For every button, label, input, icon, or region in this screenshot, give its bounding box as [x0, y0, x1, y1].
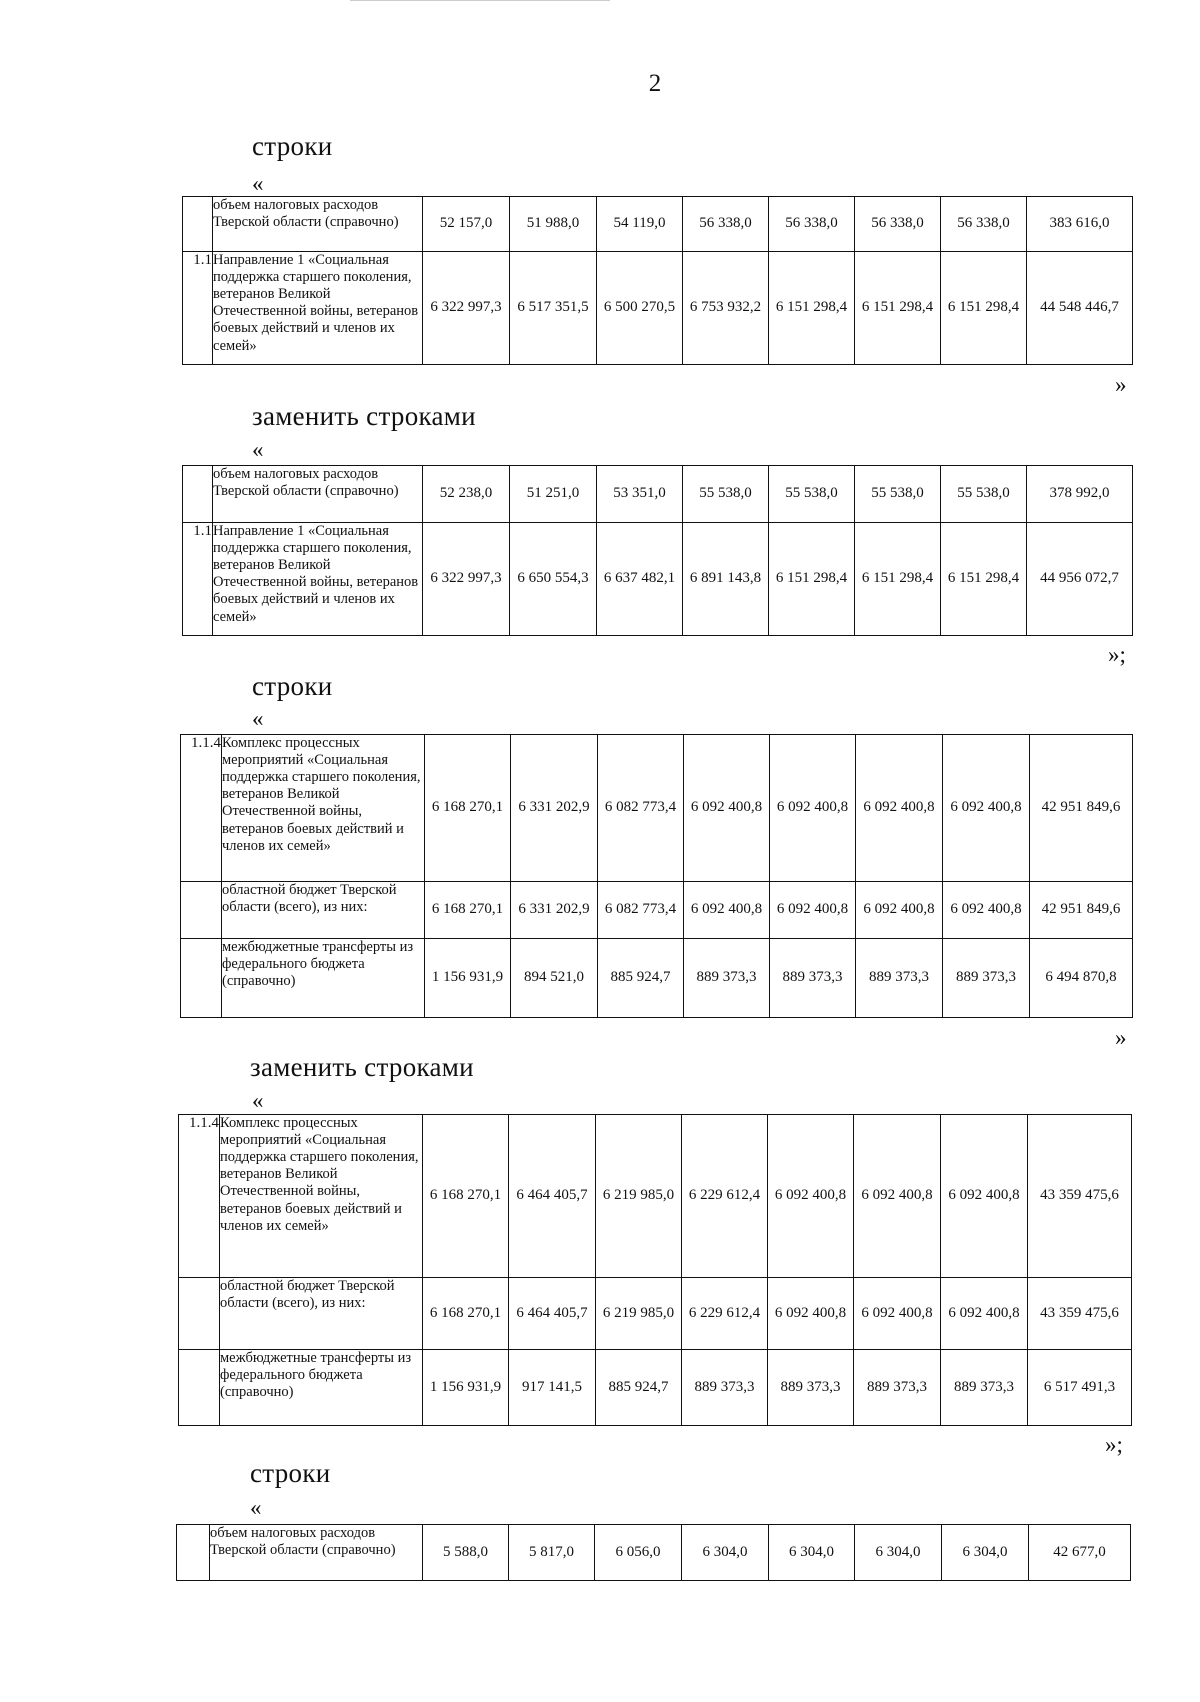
table-row	[181, 882, 1133, 939]
value-cell: 5 588,0	[423, 1525, 509, 1581]
row-description-cell: Комплекс процессных мероприятий «Социальная поддержка старшего поколения, ветеранов Великой Отечественной войны, ветеранов боевых действий и членов их семей»	[220, 1115, 423, 1278]
value-cell: 56 338,0	[683, 197, 769, 252]
value-cell: 889 373,3	[770, 939, 856, 1018]
value-cell: 6 092 400,8	[684, 882, 770, 939]
table-row	[183, 466, 1133, 523]
table-original-3	[176, 1524, 1131, 1581]
open-quote-3: «	[252, 706, 264, 731]
value-cell: 6 494 870,8	[1030, 939, 1133, 1018]
value-cell: 54 119,0	[597, 197, 683, 252]
row-description-cell: межбюджетные трансферты из федерального бюджета (справочно)	[220, 1350, 423, 1426]
value-cell: 56 338,0	[769, 197, 855, 252]
table-original-1	[182, 196, 1133, 365]
value-cell: 6 082 773,4	[598, 882, 684, 939]
close-quote-semicolon-1: »;	[1108, 642, 1126, 667]
close-quote-1: »	[1115, 372, 1127, 397]
value-cell: 6 322 997,3	[423, 523, 510, 636]
value-cell: 6 517 351,5	[510, 252, 597, 365]
value-cell: 53 351,0	[597, 466, 683, 523]
page-number: 2	[648, 70, 662, 97]
table-row	[181, 939, 1133, 1018]
value-cell: 55 538,0	[683, 466, 769, 523]
value-cell: 889 373,3	[856, 939, 943, 1018]
row-description-cell: Комплекс процессных мероприятий «Социальная поддержка старшего поколения, ветеранов Великой Отечественной войны, ветеранов боевых действий и членов их семей»	[222, 735, 425, 882]
value-cell: 6 092 400,8	[941, 1115, 1028, 1278]
value-cell: 894 521,0	[511, 939, 598, 1018]
row-number-cell	[181, 939, 222, 1018]
value-cell: 6 092 400,8	[856, 882, 943, 939]
value-cell: 6 168 270,1	[423, 1115, 509, 1278]
heading-zamenit-1: заменить строками	[252, 401, 476, 431]
row-number-cell: 1.1	[183, 252, 213, 365]
value-cell: 55 538,0	[769, 466, 855, 523]
value-cell: 6 304,0	[942, 1525, 1029, 1581]
value-cell: 6 151 298,4	[941, 523, 1027, 636]
open-quote-2: «	[252, 437, 264, 462]
value-cell: 6 082 773,4	[598, 735, 684, 882]
value-cell: 6 304,0	[769, 1525, 855, 1581]
table-row	[183, 252, 1133, 365]
row-description-cell: межбюджетные трансферты из федерального бюджета (справочно)	[222, 939, 425, 1018]
row-number-cell	[179, 1350, 220, 1426]
value-cell: 6 331 202,9	[511, 735, 598, 882]
value-cell: 6 219 985,0	[596, 1278, 682, 1350]
value-cell: 6 464 405,7	[509, 1278, 596, 1350]
value-cell: 6 151 298,4	[769, 523, 855, 636]
value-cell: 6 219 985,0	[596, 1115, 682, 1278]
value-cell: 52 238,0	[423, 466, 510, 523]
row-description-cell: объем налоговых расходов Тверской области (справочно)	[210, 1525, 423, 1581]
row-number-cell: 1.1.4	[181, 735, 222, 882]
heading-stroki-1: строки	[252, 131, 333, 161]
value-cell: 6 151 298,4	[855, 252, 941, 365]
value-cell: 6 304,0	[855, 1525, 942, 1581]
value-cell: 6 092 400,8	[770, 882, 856, 939]
row-description-cell: Направление 1 «Социальная поддержка старшего поколения, ветеранов Великой Отечественной войны, ветеранов боевых действий и членов их семей»	[213, 252, 423, 365]
value-cell: 44 956 072,7	[1027, 523, 1133, 636]
value-cell: 6 151 298,4	[769, 252, 855, 365]
row-number-cell	[177, 1525, 210, 1581]
value-cell: 43 359 475,6	[1028, 1115, 1132, 1278]
value-cell: 6 331 202,9	[511, 882, 598, 939]
table-replacement-2	[178, 1114, 1132, 1426]
value-cell: 378 992,0	[1027, 466, 1133, 523]
value-cell: 885 924,7	[598, 939, 684, 1018]
value-cell: 5 817,0	[509, 1525, 595, 1581]
table-row	[179, 1115, 1132, 1278]
value-cell: 6 650 554,3	[510, 523, 597, 636]
value-cell: 42 951 849,6	[1030, 882, 1133, 939]
value-cell: 6 092 400,8	[854, 1115, 941, 1278]
value-cell: 6 500 270,5	[597, 252, 683, 365]
heading-zamenit-2: заменить строками	[250, 1052, 474, 1082]
value-cell: 6 753 932,2	[683, 252, 769, 365]
row-number-cell	[183, 197, 213, 252]
table-replacement-1	[182, 465, 1133, 636]
value-cell: 6 168 270,1	[425, 735, 511, 882]
value-cell: 6 304,0	[682, 1525, 769, 1581]
value-cell: 42 951 849,6	[1030, 735, 1133, 882]
scan-edge-mark	[350, 0, 610, 1]
value-cell: 885 924,7	[596, 1350, 682, 1426]
open-quote-4: «	[252, 1088, 264, 1113]
value-cell: 6 092 400,8	[943, 735, 1030, 882]
row-number-cell: 1.1.4	[179, 1115, 220, 1278]
value-cell: 917 141,5	[509, 1350, 596, 1426]
row-description-cell: областной бюджет Тверской области (всего), из них:	[220, 1278, 423, 1350]
value-cell: 6 092 400,8	[684, 735, 770, 882]
value-cell: 1 156 931,9	[425, 939, 511, 1018]
row-description-cell: объем налоговых расходов Тверской области (справочно)	[213, 197, 423, 252]
value-cell: 6 168 270,1	[425, 882, 511, 939]
value-cell: 383 616,0	[1027, 197, 1133, 252]
value-cell: 52 157,0	[423, 197, 510, 252]
row-description-cell: областной бюджет Тверской области (всего), из них:	[222, 882, 425, 939]
value-cell: 55 538,0	[855, 466, 941, 523]
value-cell: 6 229 612,4	[682, 1115, 768, 1278]
value-cell: 889 373,3	[768, 1350, 854, 1426]
value-cell: 56 338,0	[855, 197, 941, 252]
open-quote-5: «	[250, 1495, 262, 1520]
heading-stroki-3: строки	[250, 1458, 331, 1488]
value-cell: 44 548 446,7	[1027, 252, 1133, 365]
value-cell: 889 373,3	[941, 1350, 1028, 1426]
value-cell: 55 538,0	[941, 466, 1027, 523]
table-row	[183, 523, 1133, 636]
value-cell: 889 373,3	[682, 1350, 768, 1426]
value-cell: 6 151 298,4	[855, 523, 941, 636]
value-cell: 6 056,0	[595, 1525, 682, 1581]
value-cell: 6 637 482,1	[597, 523, 683, 636]
value-cell: 42 677,0	[1029, 1525, 1131, 1581]
table-row	[179, 1350, 1132, 1426]
value-cell: 6 092 400,8	[854, 1278, 941, 1350]
row-description-cell: Направление 1 «Социальная поддержка старшего поколения, ветеранов Великой Отечественной войны, ветеранов боевых действий и членов их семей»	[213, 523, 423, 636]
value-cell: 6 322 997,3	[423, 252, 510, 365]
value-cell: 6 517 491,3	[1028, 1350, 1132, 1426]
value-cell: 6 168 270,1	[423, 1278, 509, 1350]
value-cell: 56 338,0	[941, 197, 1027, 252]
heading-stroki-2: строки	[252, 671, 333, 701]
table-row	[181, 735, 1133, 882]
value-cell: 6 092 400,8	[768, 1278, 854, 1350]
close-quote-semicolon-2: »;	[1105, 1432, 1123, 1457]
value-cell: 6 092 400,8	[856, 735, 943, 882]
table-row	[177, 1525, 1131, 1581]
value-cell: 6 229 612,4	[682, 1278, 768, 1350]
value-cell: 6 464 405,7	[509, 1115, 596, 1278]
value-cell: 51 988,0	[510, 197, 597, 252]
row-description-cell: объем налоговых расходов Тверской области (справочно)	[213, 466, 423, 523]
value-cell: 51 251,0	[510, 466, 597, 523]
value-cell: 6 092 400,8	[770, 735, 856, 882]
row-number-cell	[183, 466, 213, 523]
row-number-cell	[179, 1278, 220, 1350]
row-number-cell	[181, 882, 222, 939]
value-cell: 6 092 400,8	[941, 1278, 1028, 1350]
value-cell: 6 092 400,8	[768, 1115, 854, 1278]
value-cell: 6 891 143,8	[683, 523, 769, 636]
table-row	[179, 1278, 1132, 1350]
value-cell: 43 359 475,6	[1028, 1278, 1132, 1350]
value-cell: 889 373,3	[854, 1350, 941, 1426]
close-quote-2: »	[1115, 1025, 1127, 1050]
row-number-cell: 1.1	[183, 523, 213, 636]
table-original-2	[180, 734, 1133, 1018]
value-cell: 1 156 931,9	[423, 1350, 509, 1426]
table-row	[183, 197, 1133, 252]
open-quote-1: «	[252, 171, 264, 196]
value-cell: 6 151 298,4	[941, 252, 1027, 365]
value-cell: 6 092 400,8	[943, 882, 1030, 939]
value-cell: 889 373,3	[684, 939, 770, 1018]
value-cell: 889 373,3	[943, 939, 1030, 1018]
